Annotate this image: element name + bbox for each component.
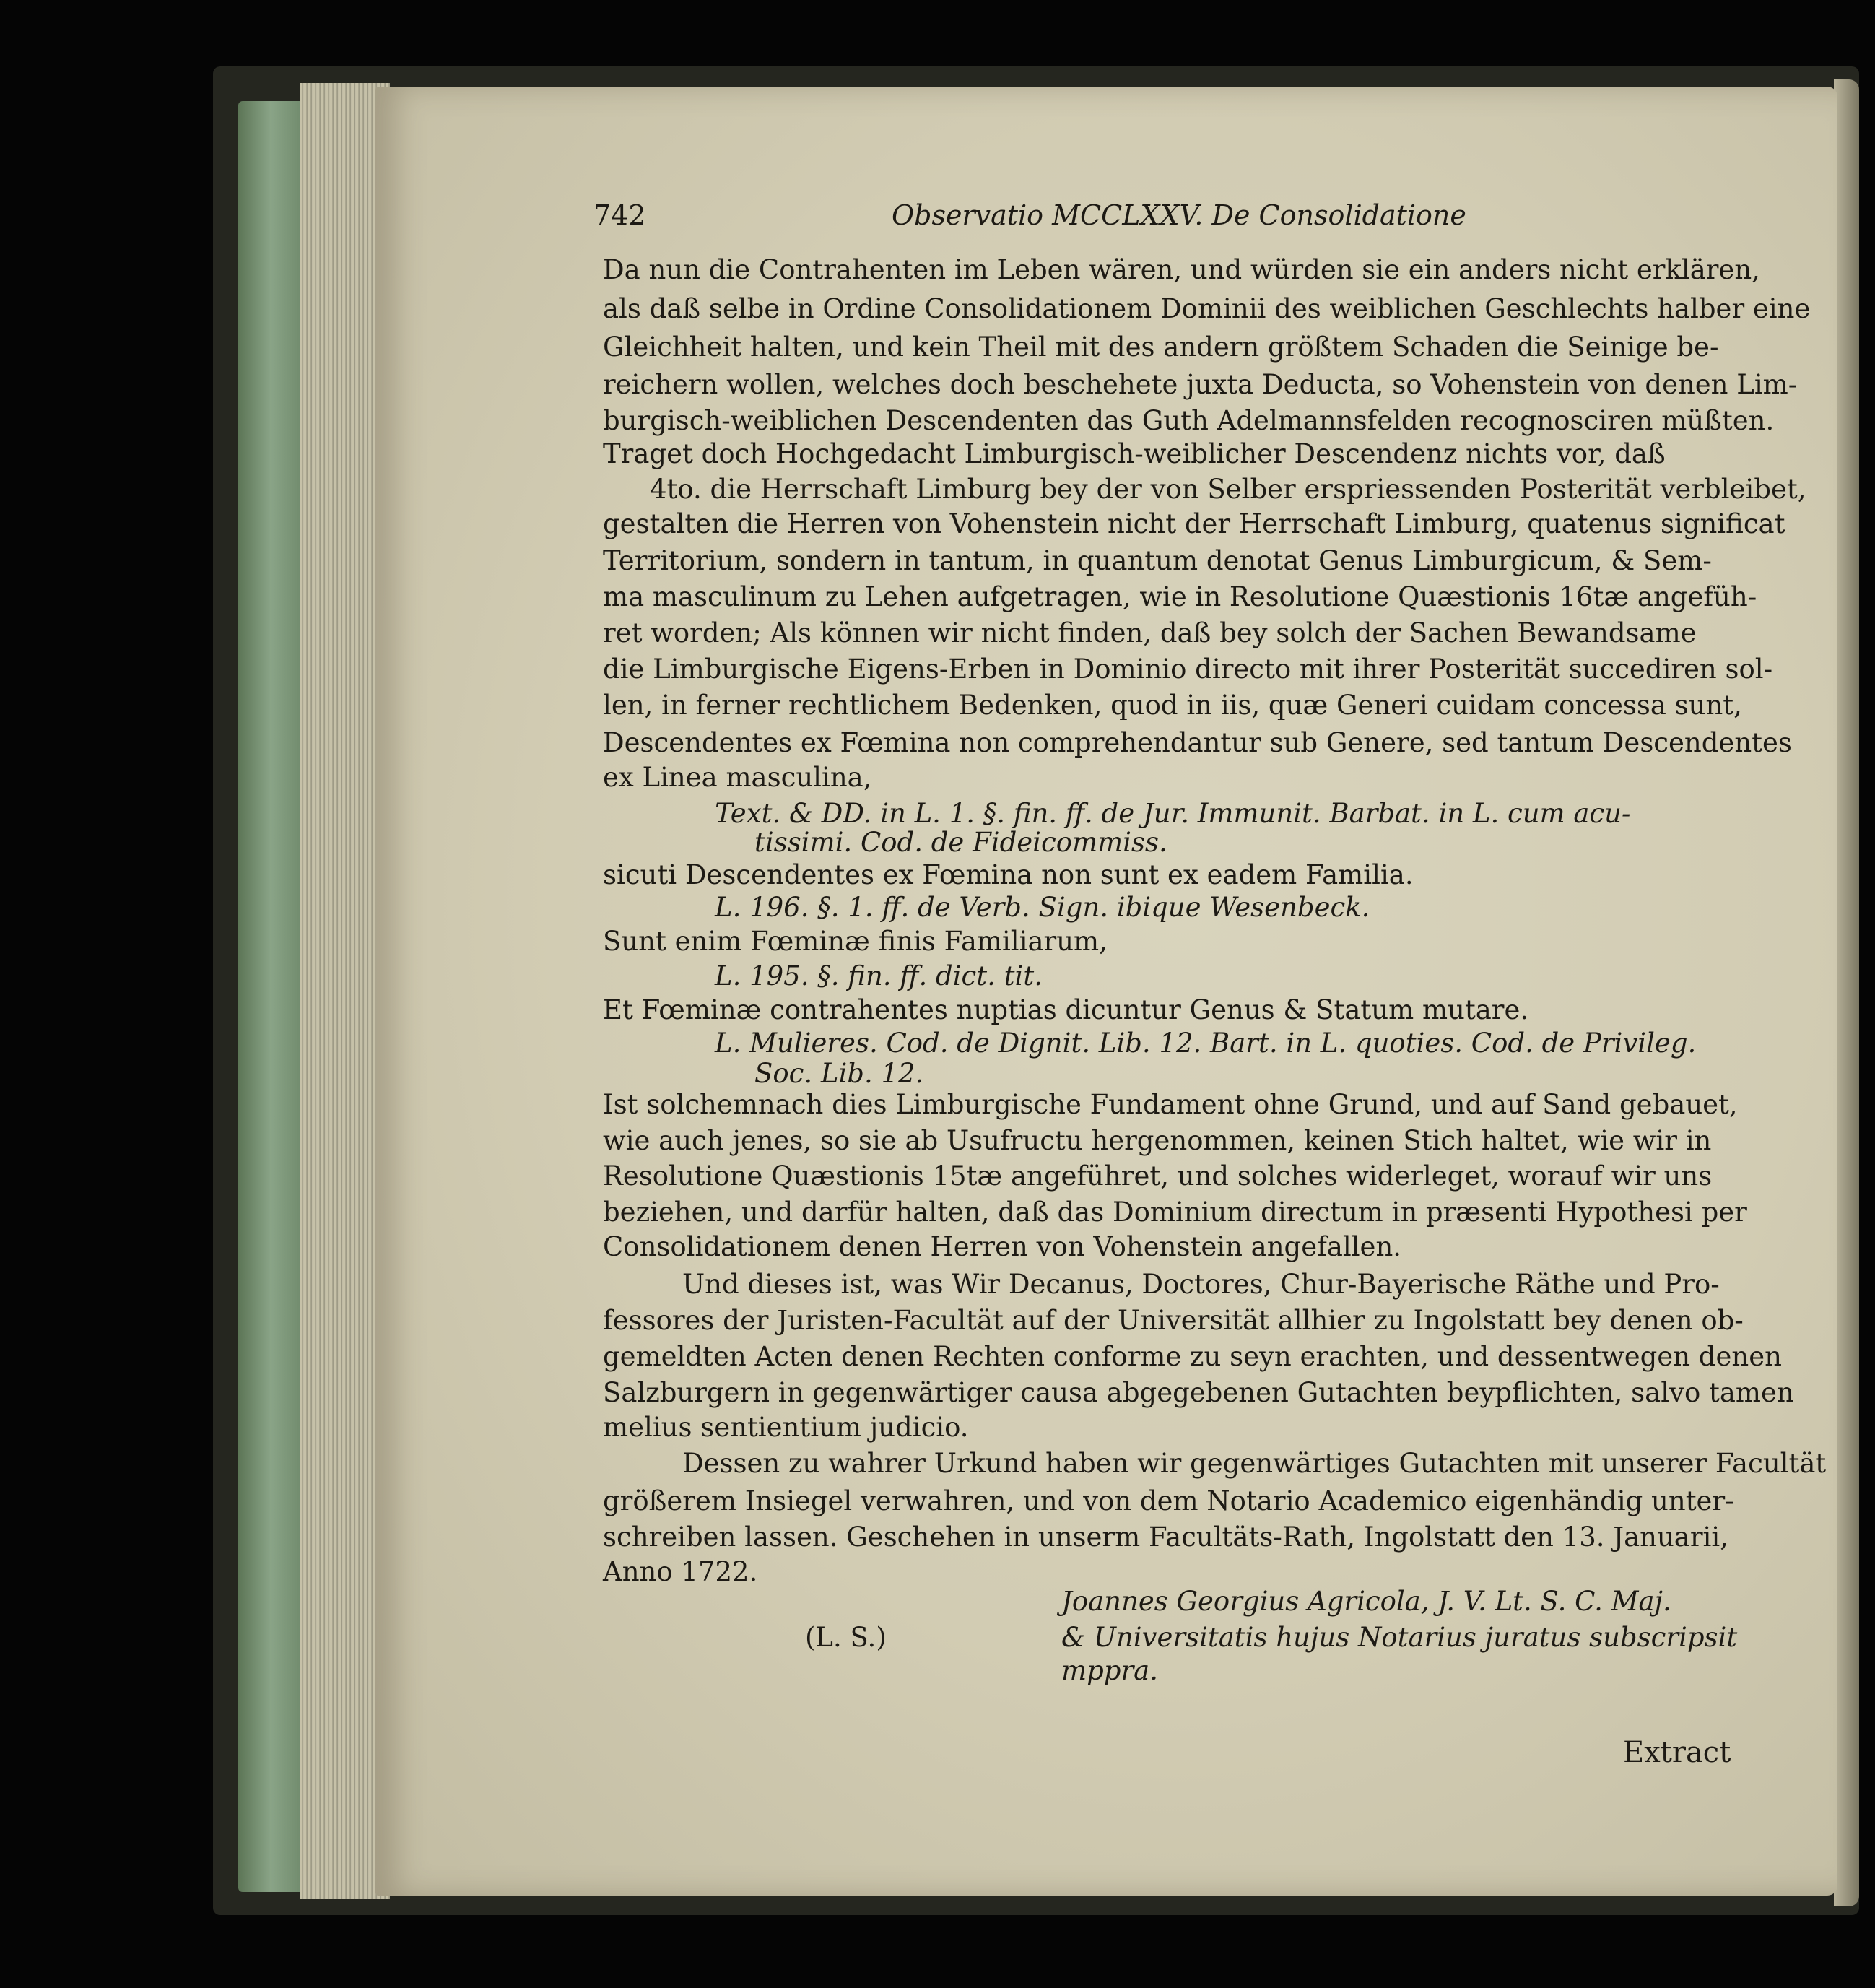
page-number: 742 bbox=[593, 199, 646, 231]
text-line: Ist solchemnach dies Limburgische Fundament ohne Grund, und auf Sand gebauet, bbox=[603, 1089, 1738, 1120]
facing-page-edge bbox=[1834, 79, 1859, 1906]
text-line: ret worden; Als können wir nicht finden, daß bey solch der Sachen Bewandsame bbox=[603, 617, 1697, 648]
signature-line: Joannes Georgius Agricola, J. V. Lt. S. C. Maj. bbox=[1061, 1586, 1671, 1617]
seal-mark: (L. S.) bbox=[805, 1622, 887, 1653]
text-line: Anno 1722. bbox=[603, 1556, 758, 1587]
text-line: Sunt enim Fœminæ finis Familiarum, bbox=[603, 926, 1108, 957]
text-line: Et Fœminæ contrahentes nuptias dicuntur Genus & Statum mutare. bbox=[603, 994, 1529, 1025]
text-line: Consolidationem denen Herren von Vohenstein angefallen. bbox=[603, 1231, 1402, 1262]
text-line: Resolutione Quæstionis 15tæ angeführet, und solches widerleget, worauf wir uns bbox=[603, 1160, 1713, 1192]
text-line: reichern wollen, welches doch beschehete juxta Deducta, so Vohenstein von denen Lim- bbox=[603, 369, 1798, 400]
citation-line: tissimi. Cod. de Fideicommiss. bbox=[754, 827, 1167, 858]
text-line: Traget doch Hochgedacht Limburgisch-weiblicher Descendenz nichts vor, daß bbox=[603, 438, 1666, 469]
text-line: 4to. die Herrschaft Limburg bey der von Selber erspriessenden Posterität verbleibet, bbox=[650, 474, 1806, 505]
text-line: ma masculinum zu Lehen aufgetragen, wie in Resolutione Quæstionis 16tæ angefüh- bbox=[603, 581, 1757, 612]
text-line: Dessen zu wahrer Urkund haben wir gegenwärtiges Gutachten mit unserer Facultät bbox=[682, 1448, 1827, 1479]
text-line: beziehen, und darfür halten, daß das Dominium directum in præsenti Hypothesi per bbox=[603, 1197, 1747, 1228]
text-line: sicuti Descendentes ex Fœmina non sunt ex eadem Familia. bbox=[603, 859, 1414, 890]
signature-line: & Universitatis hujus Notarius juratus subscripsit bbox=[1061, 1622, 1738, 1653]
signature-line: mppra. bbox=[1061, 1655, 1158, 1686]
text-line: gemeldten Acten denen Rechten conforme zu seyn erachten, und dessentwegen denen bbox=[603, 1341, 1782, 1372]
catchword: Extract bbox=[1623, 1736, 1731, 1769]
text-line: gestalten die Herren von Vohenstein nicht der Herrschaft Limburg, quatenus significat bbox=[603, 508, 1785, 539]
citation-line: L. 195. §. fin. ff. dict. tit. bbox=[715, 960, 1043, 991]
citation-line: L. Mulieres. Cod. de Dignit. Lib. 12. Bart. in L. quoties. Cod. de Privileg. bbox=[715, 1028, 1697, 1059]
text-line: Gleichheit halten, und kein Theil mit des andern größtem Schaden die Seinige be- bbox=[603, 331, 1719, 363]
text-line: Descendentes ex Fœmina non comprehendantur sub Genere, sed tantum Descendentes bbox=[603, 727, 1792, 758]
text-line: größerem Insiegel verwahren, und von dem Notario Academico eigenhändig unter- bbox=[603, 1485, 1734, 1516]
citation-line: L. 196. §. 1. ff. de Verb. Sign. ibique Wesenbeck. bbox=[715, 892, 1370, 923]
text-line: burgisch-weiblichen Descendenten das Guth Adelmannsfelden recognosciren müßten. bbox=[603, 405, 1775, 436]
text-line: wie auch jenes, so sie ab Usufructu hergenommen, keinen Stich haltet, wie wir in bbox=[603, 1125, 1712, 1156]
text-line: Da nun die Contrahenten im Leben wären, und würden sie ein anders nicht erklären, bbox=[603, 254, 1760, 285]
text-line: schreiben lassen. Geschehen in unserm Facultäts-Rath, Ingolstatt den 13. Januarii, bbox=[603, 1522, 1728, 1553]
citation-line: Soc. Lib. 12. bbox=[754, 1058, 924, 1089]
text-line: len, in ferner rechtlichem Bedenken, quod in iis, quæ Generi cuidam concessa sunt, bbox=[603, 690, 1742, 721]
text-line: fessores der Juristen-Facultät auf der Universität allhier zu Ingolstatt bey denen ob- bbox=[603, 1305, 1744, 1336]
text-line: ex Linea masculina, bbox=[603, 762, 872, 793]
citation-line: Text. & DD. in L. 1. §. fin. ff. de Jur. Immunit. Barbat. in L. cum acu- bbox=[715, 798, 1631, 829]
running-title: Observatio MCCLXXV. De Consolidatione bbox=[892, 199, 1466, 231]
text-line: Salzburgern in gegenwärtiger causa abgegebenen Gutachten beypflichten, salvo tamen bbox=[603, 1377, 1794, 1408]
text-line: melius sentientium judicio. bbox=[603, 1412, 969, 1443]
text-line: Territorium, sondern in tantum, in quantum denotat Genus Limburgicum, & Sem- bbox=[603, 545, 1712, 576]
text-line: Und dieses ist, was Wir Decanus, Doctores, Chur-Bayerische Räthe und Pro- bbox=[682, 1269, 1720, 1300]
text-line: die Limburgische Eigens-Erben in Dominio directo mit ihrer Posterität succediren sol- bbox=[603, 654, 1773, 685]
text-line: als daß selbe in Ordine Consolidationem Dominii des weiblichen Geschlechts halber eine bbox=[603, 293, 1811, 324]
